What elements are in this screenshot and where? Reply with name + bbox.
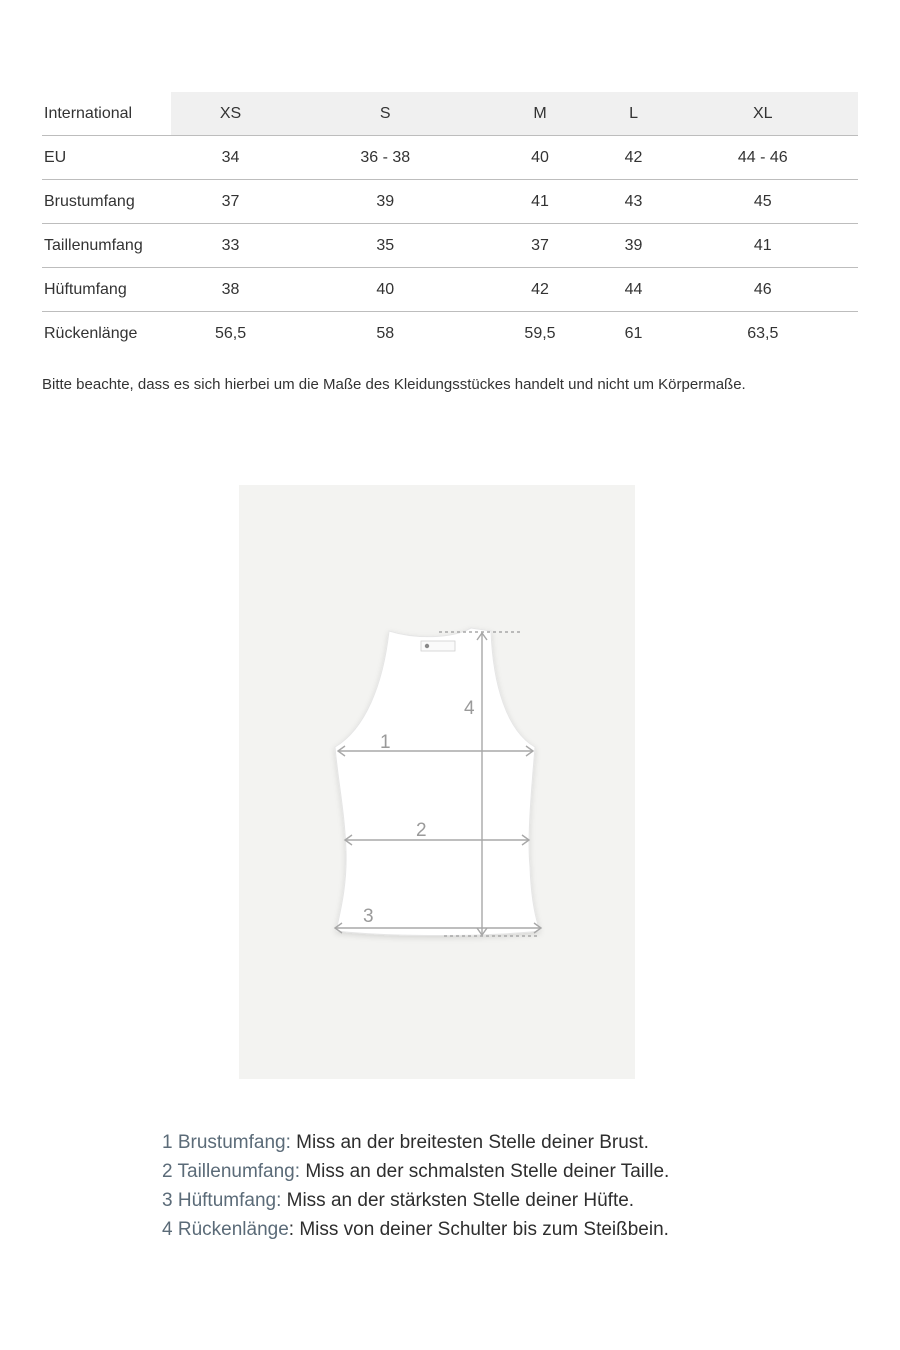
table-cell: 41	[480, 180, 599, 224]
table-cell: 37	[480, 224, 599, 268]
table-cell: 61	[624, 324, 643, 342]
legend-term: Hüftumfang:	[177, 1190, 282, 1211]
table-cell: 42	[480, 268, 599, 312]
table-row	[42, 224, 858, 268]
legend-number: 1	[162, 1132, 173, 1153]
table-cell: 40	[480, 136, 599, 180]
table-cell: 56,5	[214, 324, 247, 342]
table-cell: 43	[600, 180, 668, 224]
table-cell: 37	[171, 180, 290, 224]
table-cell: 35	[290, 224, 480, 268]
tank-top-figure	[239, 485, 635, 1079]
measure-label-4: 4	[464, 698, 475, 719]
brand-tag-dot	[425, 644, 429, 648]
size-xl: XL	[668, 92, 858, 136]
legend-text: Miss an der breitesten Stelle deiner Brust.	[290, 1132, 649, 1153]
table-cell: 42	[600, 136, 668, 180]
table-cell: 34	[171, 136, 290, 180]
header-label: International	[42, 92, 171, 136]
measurement-diagram	[239, 485, 635, 1079]
legend-text: Miss an der schmalsten Stelle deiner Taille.	[300, 1161, 670, 1182]
measure-label-1: 1	[380, 732, 391, 753]
legend-number: 3	[162, 1190, 173, 1211]
legend-number: 2	[162, 1161, 173, 1182]
measurement-note: Bitte beachte, dass es sich hierbei um die Maße des Kleidungsstückes handelt und nicht um Körpermaße.	[42, 376, 746, 393]
legend-number: 4	[162, 1219, 173, 1240]
legend-term: Brustumfang:	[177, 1132, 291, 1153]
size-xs: XS	[171, 92, 290, 136]
row-label: EU	[42, 136, 171, 180]
table-cell: 39	[600, 224, 668, 268]
table-cell: 36 - 38	[290, 136, 480, 180]
size-table	[42, 92, 858, 355]
legend-item-hueftumfang	[162, 1186, 669, 1215]
table-cell: 38	[171, 268, 290, 312]
table-cell: 44 - 46	[668, 136, 858, 180]
table-cell: 63,5	[747, 324, 779, 342]
table-row	[42, 180, 858, 224]
row-label: Rückenlänge	[42, 312, 171, 356]
legend-text: Miss an der stärksten Stelle deiner Hüfte.	[281, 1190, 635, 1211]
table-cell: 44	[600, 268, 668, 312]
table-cell: 41	[668, 224, 858, 268]
legend-term: Rückenlänge	[177, 1219, 289, 1240]
size-table-header	[42, 92, 858, 136]
table-cell: 39	[290, 180, 480, 224]
measure-label-3: 3	[363, 906, 374, 927]
legend-term: Taillenumfang:	[177, 1161, 301, 1182]
table-row	[42, 312, 858, 356]
tank-top-shape	[335, 628, 540, 936]
row-label: Brustumfang	[42, 180, 171, 224]
size-l: L	[600, 92, 668, 136]
table-cell: 59,5	[524, 324, 556, 342]
table-cell: 33	[171, 224, 290, 268]
legend-text: : Miss von deiner Schulter bis zum Steißbein.	[288, 1219, 669, 1240]
table-cell: 46	[668, 268, 858, 312]
table-row	[42, 268, 858, 312]
table-row	[42, 136, 858, 180]
size-s: S	[290, 92, 480, 136]
legend-item-brustumfang	[162, 1128, 669, 1157]
measurement-legend	[162, 1128, 669, 1244]
size-m: M	[480, 92, 599, 136]
measure-label-2: 2	[416, 820, 427, 841]
table-cell: 58	[376, 324, 395, 342]
legend-item-rueckenlaenge	[162, 1215, 669, 1244]
row-label: Taillenumfang	[42, 224, 171, 268]
legend-item-taillenumfang	[162, 1157, 669, 1186]
table-cell: 40	[290, 268, 480, 312]
table-cell: 45	[668, 180, 858, 224]
row-label: Hüftumfang	[42, 268, 171, 312]
